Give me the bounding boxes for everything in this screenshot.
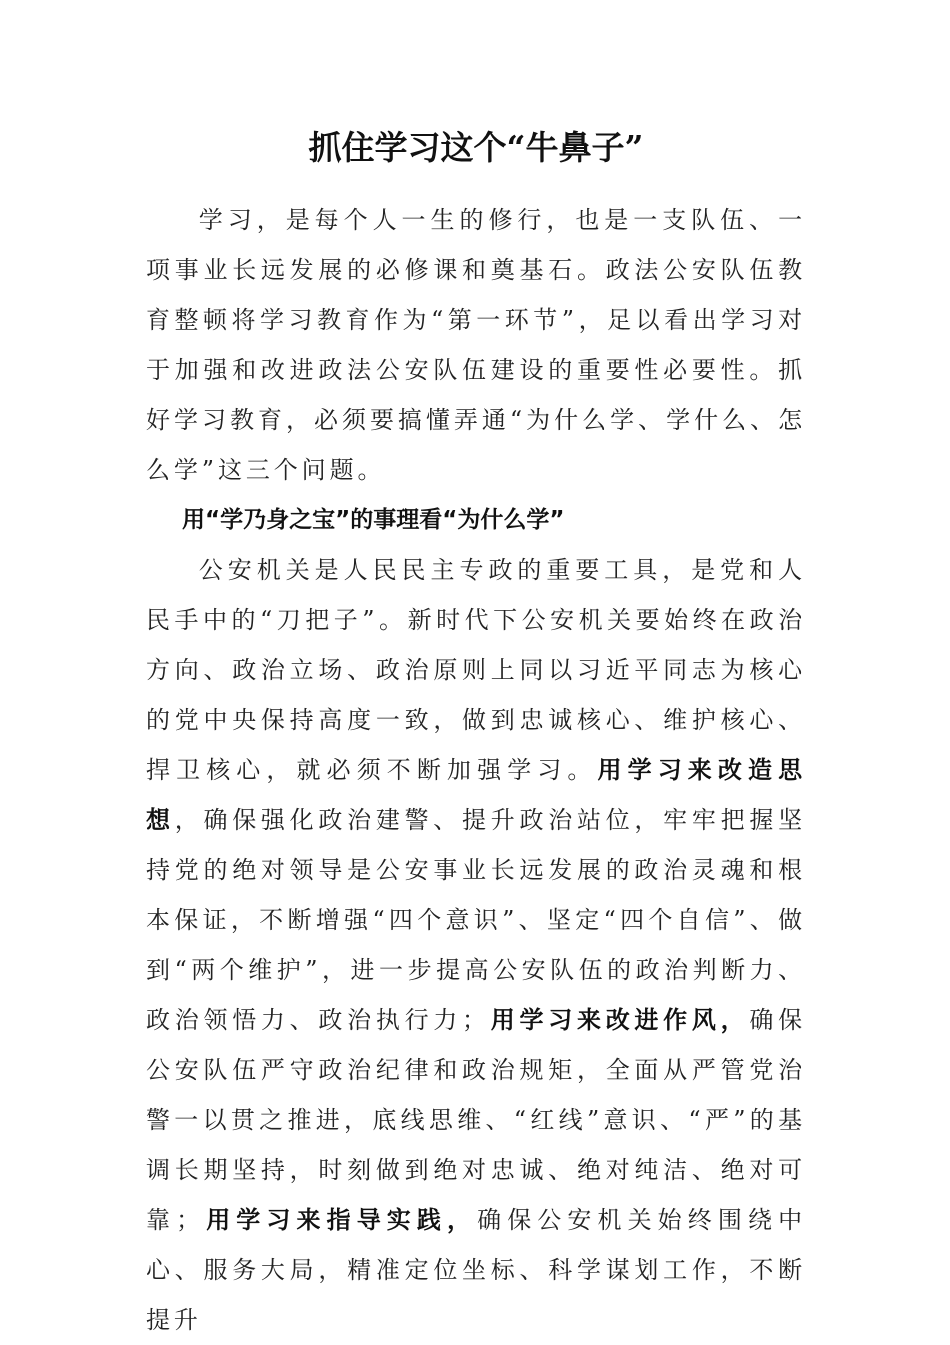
emphasis-text: 用学习来改造思想: [146, 755, 806, 834]
paragraph-text: 公安机关是人民民主专政的重要工具，是党和人民手中的“刀把子”。新时代下公安机关要始终在政治方向、政治立场、政治原则上同以习近平同志为核心的党中央保持高度一致，做到忠诚核心、维护核心、捍卫核心，就必须不断加强学习。: [146, 556, 806, 784]
section-heading: 用“学乃身之宝”的事理看“为什么学”: [182, 507, 565, 533]
document-page: [146, 118, 806, 1345]
paragraph-text: 确保公安队伍严守政治纪律和政治规矩，全面从严管党治警一以贯之推进，底线思维、“红线”意识、“严”的基调长期坚持，时刻做到绝对忠诚、绝对纯洁、绝对可靠；: [146, 1006, 806, 1234]
document-title: 抓住学习这个“牛鼻子”: [308, 128, 644, 167]
emphasis-text: 用学习来改进作风，: [489, 1005, 750, 1034]
paragraph-text: ，确保强化政治建警、提升政治站位，牢牢把握坚持党的绝对领导是公安事业长远发展的政治灵魂和根本保证，不断增强“四个意识”、坚定“四个自信”、做到“两个维护”，进一步提高公安队伍的政治判断力、政治领悟力、政治执行力；: [146, 806, 806, 1034]
paragraph-text: 确保公安机关始终围绕中心、服务大局，精准定位坐标、科学谋划工作，不断提升: [146, 1206, 806, 1334]
body-paragraph: [146, 545, 806, 1345]
intro-paragraph: 学习，是每个人一生的修行，也是一支队伍、一项事业长远发展的必修课和奠基石。政法公安队伍教育整顿将学习教育作为“第一环节”，足以看出学习对于加强和改进政法公安队伍建设的重要性必要性。抓好学习教育，必须要搞懂弄通“为什么学、学什么、怎么学”这三个问题。: [146, 206, 806, 484]
emphasis-text: 用学习来指导实践，: [204, 1205, 478, 1234]
